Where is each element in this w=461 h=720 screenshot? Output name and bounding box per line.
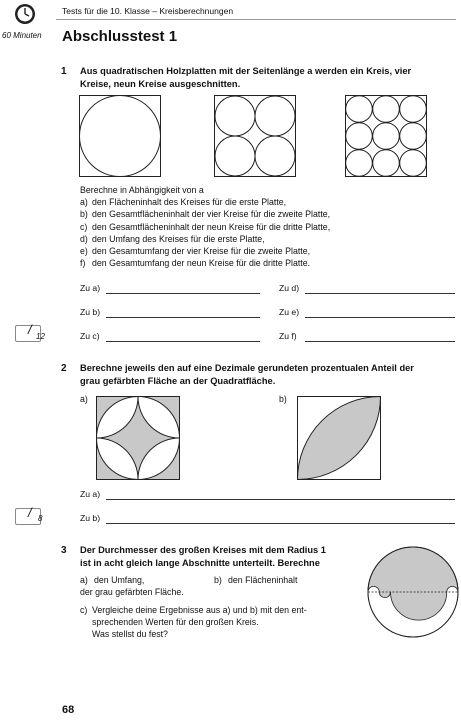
page-number: 68 <box>62 704 75 716</box>
timer-label: 60 Minuten <box>2 31 42 40</box>
header-rule <box>56 19 456 20</box>
task-b <box>80 208 330 220</box>
header-title: Tests für die 10. Klasse – Kreisberechnungen <box>62 6 234 16</box>
question-3-text <box>80 544 326 569</box>
answer-line-2a[interactable] <box>106 499 455 500</box>
figure-b-label: b) <box>279 394 287 404</box>
answer-line-f[interactable] <box>305 341 455 342</box>
plate-nine-circles <box>345 95 427 177</box>
question-3-number: 3 <box>61 545 67 556</box>
task-3ab-continuation: der grau gefärbten Fläche. <box>80 587 184 597</box>
task-text: den Flächeninhalt des Kreises für die erste Platte, <box>92 197 287 208</box>
question-1-tasks <box>80 184 330 269</box>
question-2-line1: Berechne jeweils den auf eine Dezimale gerundeten prozentualen Anteil der <box>80 363 414 373</box>
task-3c-line1: Vergleiche deine Ergebnisse aus a) und b) mit den ent- <box>92 605 307 615</box>
task-letter: d) <box>80 233 88 244</box>
task-letter: b) <box>80 209 88 220</box>
question-2-text <box>80 362 414 387</box>
task-text: den Gesamtflächeninhalt der neun Kreise für die dritte Platte, <box>92 221 331 232</box>
score-max-q2: 8 <box>38 514 43 523</box>
figure-b-lens <box>297 396 381 480</box>
task-3a-letter: a) <box>80 575 88 585</box>
task-letter: c) <box>80 221 88 232</box>
task-3b-letter: b) <box>214 575 222 585</box>
question-1-line1: Aus quadratischen Holzplatten mit der Seitenlänge a werden ein Kreis, vier <box>80 66 412 76</box>
question-2-number: 2 <box>61 363 67 374</box>
task-3c-line2: sprechenden Werten für den großen Kreis. <box>92 617 259 628</box>
task-e <box>80 245 330 257</box>
figure-a-star <box>96 396 180 480</box>
answer-label-b: Zu b) <box>80 307 101 317</box>
plate-four-circles <box>214 95 296 177</box>
answer-label-a: Zu a) <box>80 283 101 293</box>
task-letter: a) <box>80 197 88 208</box>
question-1-number: 1 <box>61 66 67 77</box>
answer-label-2b: Zu b) <box>80 513 101 523</box>
answer-line-d[interactable] <box>305 293 455 294</box>
answer-line-e[interactable] <box>305 317 455 318</box>
score-slash-q2: / <box>28 505 32 520</box>
answer-line-c[interactable] <box>106 341 260 342</box>
clock-icon <box>14 3 36 25</box>
question-2-line2: grau gefärbten Fläche an der Quadratfläche. <box>80 375 276 386</box>
timer-badge <box>14 3 36 25</box>
answer-label-f: Zu f) <box>279 331 297 341</box>
question-3-c <box>80 604 307 641</box>
task-letter: f) <box>80 258 86 269</box>
task-3c-letter: c) <box>80 605 88 615</box>
task-text: den Gesamtumfang der vier Kreise für die zweite Platte, <box>92 246 311 257</box>
figure-3-circle <box>366 545 460 639</box>
question-1-line2: Kreise, neun Kreise ausgeschnitten. <box>80 78 241 89</box>
question-3-line1: Der Durchmesser des großen Kreises mit dem Radius 1 <box>80 545 326 555</box>
task-3a-text: den Umfang, <box>94 575 145 585</box>
question-1-intro: Berechne in Abhängigkeit von a <box>80 185 204 195</box>
task-text: den Gesamtflächeninhalt der vier Kreise für die zweite Platte, <box>92 209 331 220</box>
task-text: den Gesamtumfang der neun Kreise für die dritte Platte. <box>92 258 311 269</box>
plate-one-circle <box>79 95 161 177</box>
answer-line-b[interactable] <box>106 317 260 318</box>
task-3c <box>80 604 307 641</box>
task-3b-text: den Flächeninhalt <box>228 575 298 585</box>
task-c <box>80 221 330 233</box>
answer-label-2a: Zu a) <box>80 489 101 499</box>
task-a <box>80 196 330 208</box>
question-3-ab <box>80 574 380 598</box>
figure-a-label: a) <box>80 394 88 404</box>
answer-line-2b[interactable] <box>106 523 455 524</box>
question-1-text <box>80 65 411 90</box>
answer-label-d: Zu d) <box>279 283 300 293</box>
task-letter: e) <box>80 246 88 257</box>
page-title: Abschlusstest 1 <box>62 28 178 45</box>
score-max-q1: 12 <box>36 332 45 341</box>
answer-label-c: Zu c) <box>80 331 100 341</box>
task-f <box>80 257 330 269</box>
task-3c-line3: Was stellst du fest? <box>92 629 168 640</box>
task-text: den Umfang des Kreises für die erste Platte, <box>92 233 265 244</box>
answer-line-a[interactable] <box>106 293 260 294</box>
score-slash-q1: / <box>28 322 32 337</box>
answer-label-e: Zu e) <box>279 307 300 317</box>
question-3-line2: ist in acht gleich lange Abschnitte unterteilt. Berechne <box>80 557 320 568</box>
task-d <box>80 233 330 245</box>
